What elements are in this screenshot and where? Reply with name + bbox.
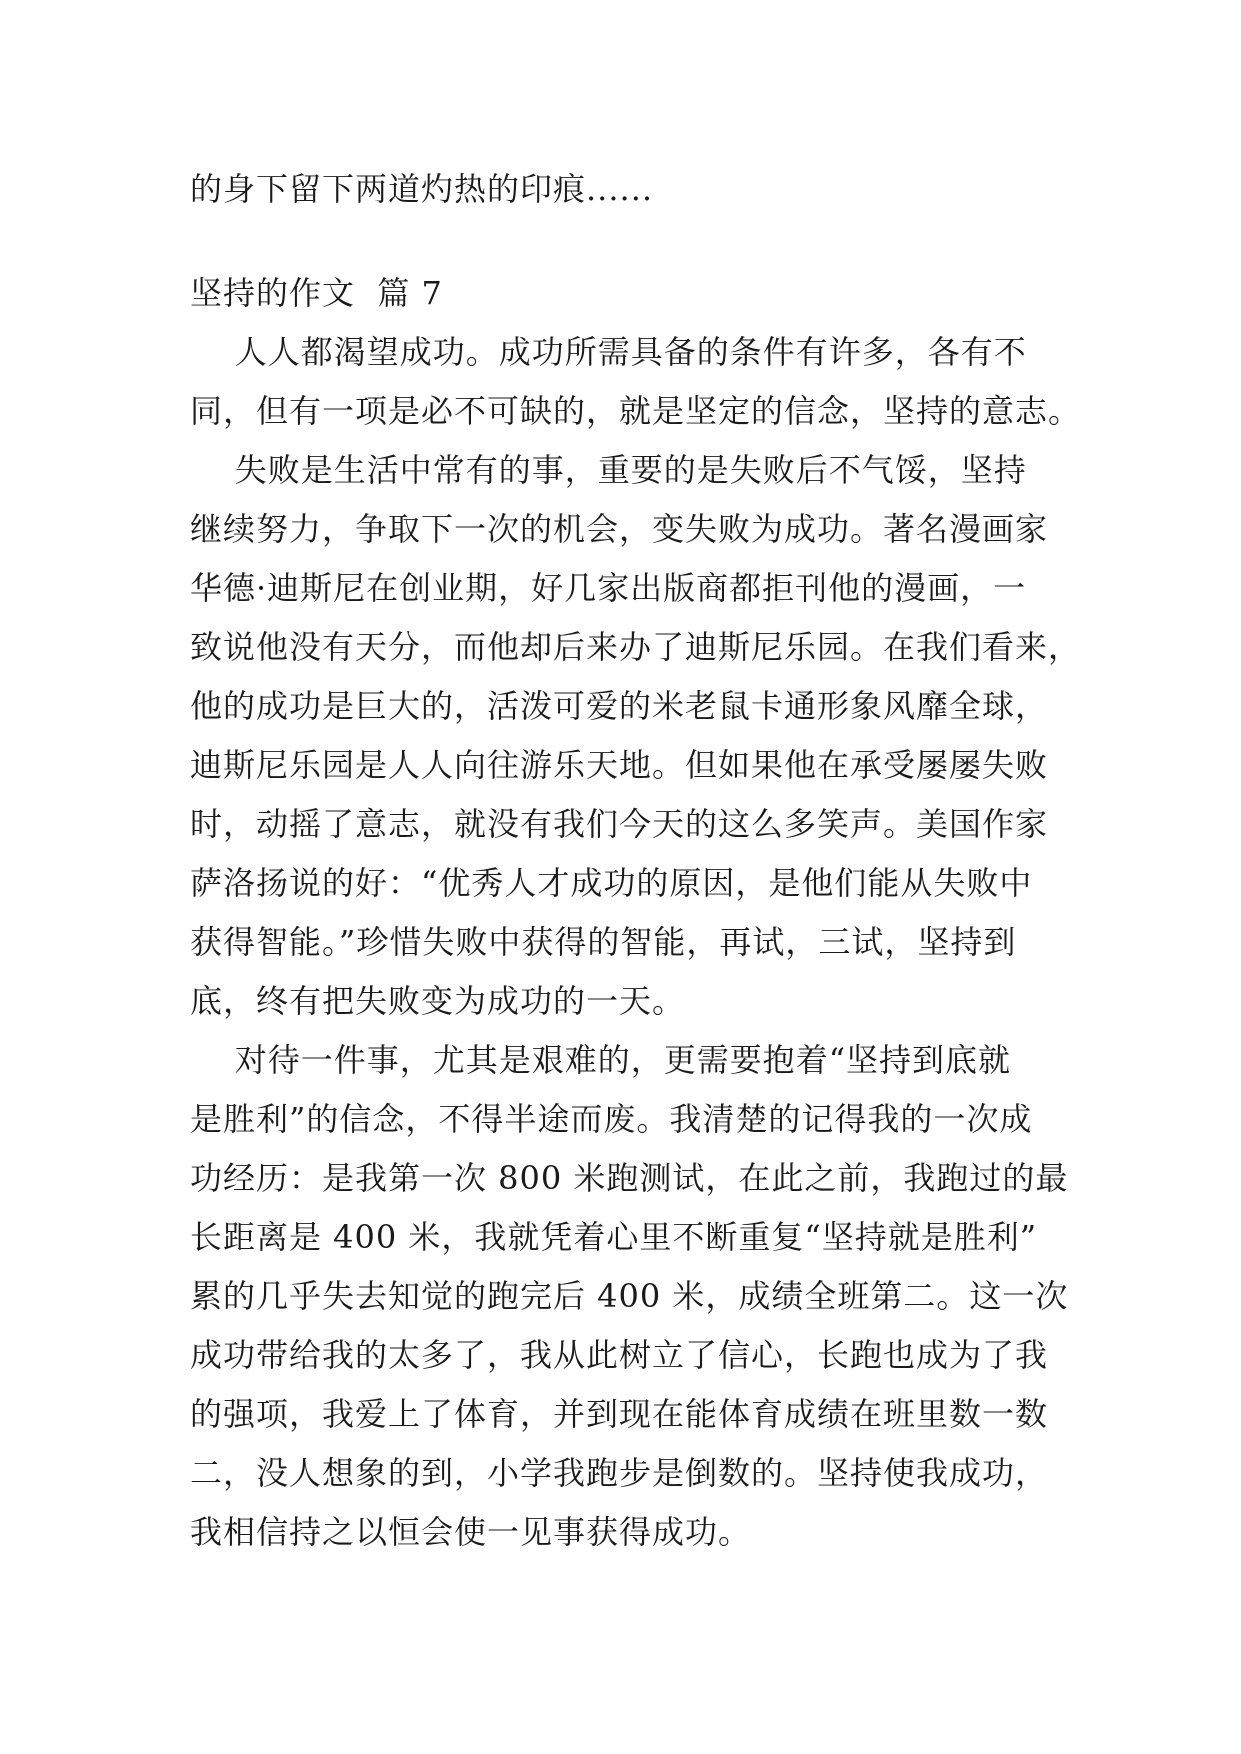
section-heading: 坚持的作文 篇 7 bbox=[190, 274, 443, 312]
paragraph-line: 的强项，我爱上了体育，并到现在能体育成绩在班里数一数 bbox=[190, 1395, 1049, 1433]
paragraph-1 bbox=[190, 323, 1082, 441]
paragraph-line: 致说他没有天分，而他却后来办了迪斯尼乐园。在我们看来， bbox=[190, 628, 1082, 666]
paragraph-line: 迪斯尼乐园是人人向往游乐天地。但如果他在承受屡屡失败 bbox=[190, 746, 1049, 784]
paragraph-line: 累的几乎失去知觉的跑完后 400 米，成绩全班第二。这一次 bbox=[190, 1277, 1069, 1315]
paragraph-line: 二，没人想象的到，小学我跑步是倒数的。坚持使我成功， bbox=[190, 1454, 1049, 1492]
paragraph-line: 继续努力，争取下一次的机会，变失败为成功。著名漫画家 bbox=[190, 510, 1049, 548]
paragraph-line: 同，但有一项是必不可缺的，就是坚定的信念，坚持的意志。 bbox=[190, 392, 1082, 430]
paragraph-line: 华德·迪斯尼在创业期，好几家出版商都拒刊他的漫画，一 bbox=[190, 569, 1027, 607]
paragraph-line: 是胜利”的信念，不得半途而废。我清楚的记得我的一次成 bbox=[190, 1100, 1033, 1138]
paragraph-line: 获得智能。”珍惜失败中获得的智能，再试，三试，坚持到 bbox=[190, 923, 1017, 961]
paragraph-line: 长距离是 400 米，我就凭着心里不断重复“坚持就是胜利” bbox=[190, 1218, 1038, 1256]
lead-line: 的身下留下两道灼热的印痕...... bbox=[190, 170, 654, 208]
paragraph-line: 底，终有把失败变为成功的一天。 bbox=[190, 982, 686, 1020]
paragraph-2 bbox=[190, 441, 1082, 1031]
paragraph-3 bbox=[190, 1031, 1070, 1562]
paragraph-line: 我相信持之以恒会使一见事获得成功。 bbox=[190, 1513, 752, 1551]
paragraph-line: 他的成功是巨大的，活泼可爱的米老鼠卡通形象风靡全球， bbox=[190, 687, 1049, 725]
paragraph-line: 时，动摇了意志，就没有我们今天的这么多笑声。美国作家 bbox=[190, 805, 1049, 843]
paragraph-line: 功经历：是我第一次 800 米跑测试，在此之前，我跑过的最 bbox=[190, 1159, 1069, 1197]
paragraph-line: 成功带给我的太多了，我从此树立了信心，长跑也成为了我 bbox=[190, 1336, 1049, 1374]
paragraph-line: 人人都渴望成功。成功所需具备的条件有许多，各有不 bbox=[190, 333, 1027, 371]
paragraph-line: 对待一件事，尤其是艰难的，更需要抱着“坚持到底就 bbox=[190, 1041, 1012, 1079]
paragraph-line: 失败是生活中常有的事，重要的是失败后不气馁，坚持 bbox=[190, 451, 1027, 489]
document-body bbox=[190, 160, 1082, 1562]
paragraph-line: 萨洛扬说的好：“优秀人才成功的原因，是他们能从失败中 bbox=[190, 864, 1033, 902]
